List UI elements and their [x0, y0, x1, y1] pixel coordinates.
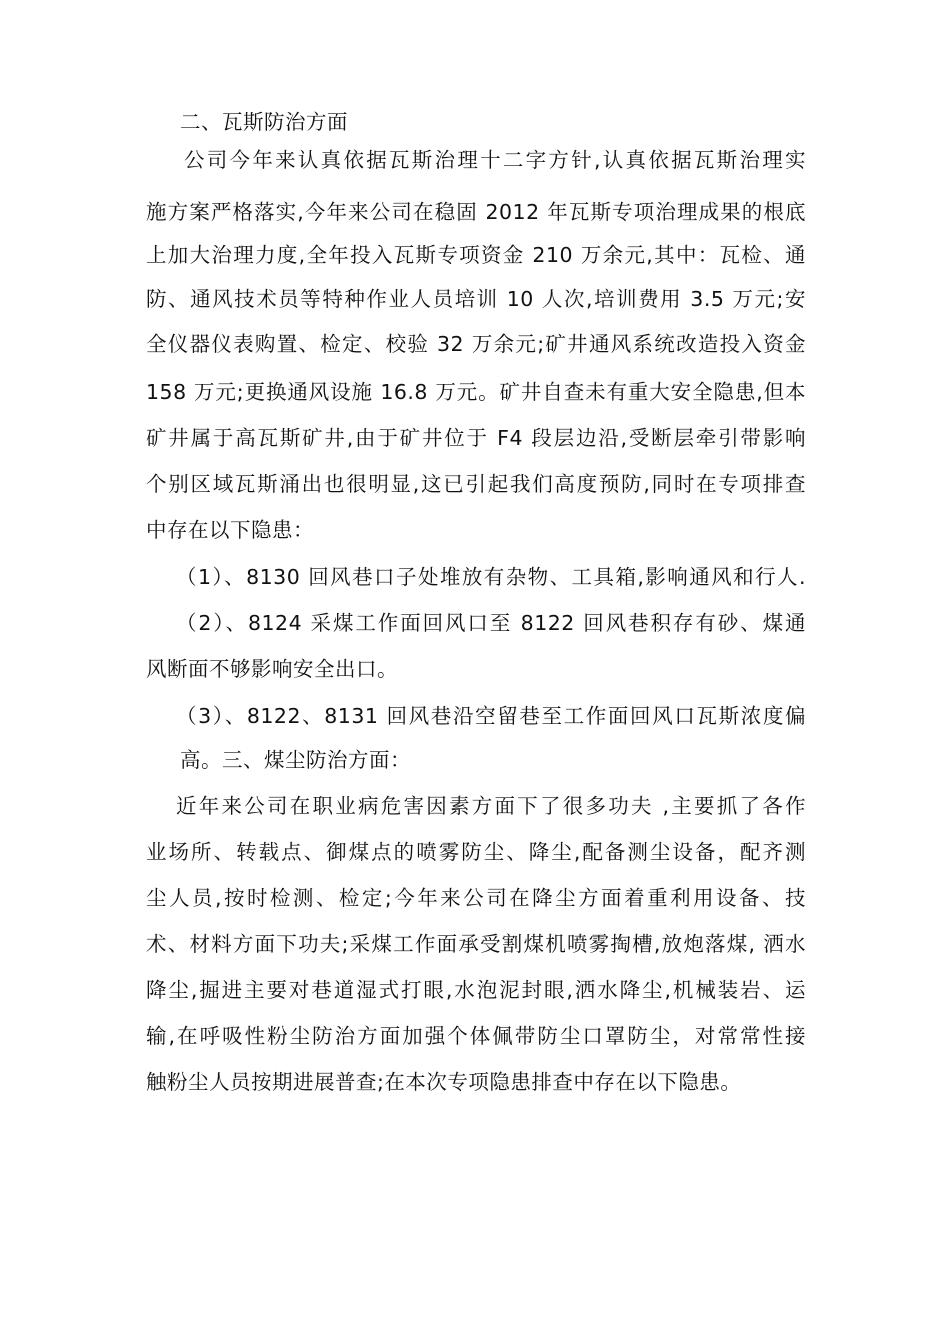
gas-paragraph-line: 全仪器仪表购置、检定、校验 32 万余元;矿井通风系统改造投入资金 [146, 332, 806, 356]
gas-paragraph-line: 个别区域瓦斯涌出也很明显,这已引起我们高度预防,同时在专项排查 [146, 472, 806, 496]
hazard-item-3-line: 高。三、煤尘防治方面： [180, 748, 411, 772]
dust-paragraph-line: 触粉尘人员按期进展普查;在本次专项隐患排查中存在以下隐患。 [146, 1070, 742, 1094]
gas-paragraph-line: 矿井属于高瓦斯矿井,由于矿井位于 F4 段层边沿,受断层牵引带影响 [146, 426, 806, 450]
dust-paragraph-line: 术、材料方面下功夫;采煤工作面承受割煤机喷雾掏槽,放炮落煤, 洒水 [146, 932, 806, 956]
dust-paragraph-line: 输,在呼吸性粉尘防治方面加强个体佩带防尘口罩防尘，对常常性接 [146, 1024, 806, 1048]
gas-paragraph-line: 防、通风技术员等特种作业人员培训 10 人次,培训费用 3.5 万元;安 [146, 287, 806, 311]
gas-paragraph-line: 中存在以下隐患： [146, 518, 314, 542]
hazard-item-2-line: （2）、8124 采煤工作面回风口至 8122 回风巷积存有砂、煤通 [176, 611, 806, 635]
gas-paragraph-line: 公司今年来认真依据瓦斯治理十二字方针,认真依据瓦斯治理实 [184, 148, 806, 172]
hazard-item-2-line: 风断面不够影响安全出口。 [146, 657, 398, 681]
gas-paragraph-line: 上加大治理力度,全年投入瓦斯专项资金 210 万余元,其中：瓦检、通 [146, 243, 806, 267]
dust-paragraph-line: 尘人员,按时检测、检定;今年来公司在降尘方面着重利用设备、技 [146, 886, 806, 910]
gas-paragraph-line: 158 万元;更换通风设施 16.8 万元。矿井自查未有重大安全隐患,但本 [146, 380, 806, 404]
dust-paragraph-line: 业场所、转载点、御煤点的喷雾防尘、降尘,配备测尘设备，配齐测 [146, 840, 806, 864]
dust-paragraph-line: 近年来公司在职业病危害因素方面下了很多功夫 ,主要抓了各作 [176, 794, 806, 818]
gas-paragraph-line: 施方案严格落实,今年来公司在稳固 2012 年瓦斯专项治理成果的根底 [146, 200, 806, 224]
hazard-item-3-line: （3）、8122、8131 回风巷沿空留巷至工作面回风口瓦斯浓度偏 [176, 704, 806, 728]
section-heading-gas: 二、瓦斯防治方面 [180, 110, 348, 134]
hazard-item-1: （1）、8130 回风巷口子处堆放有杂物、工具箱,影响通风和行人. [176, 565, 806, 589]
dust-paragraph-line: 降尘,掘进主要对巷道湿式打眼,水泡泥封眼,洒水降尘,机械装岩、运 [146, 978, 806, 1002]
